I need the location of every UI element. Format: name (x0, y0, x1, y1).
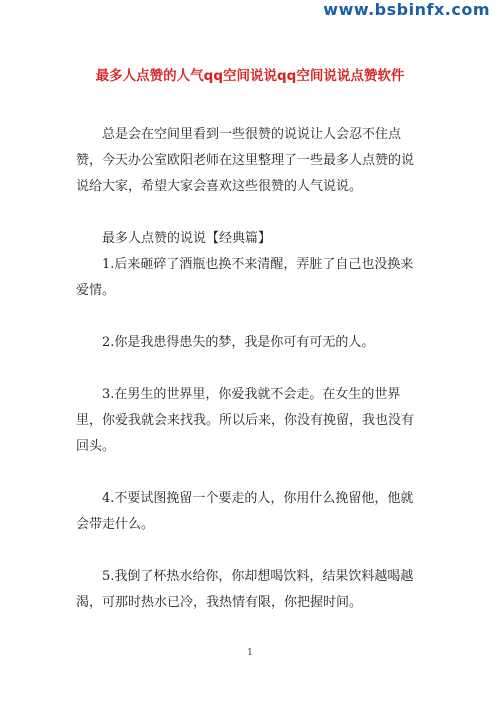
list-item: 4.不要试图挽留一个要走的人，你用什么挽留他，他就会带走什么。 (76, 491, 414, 532)
document-body (76, 122, 426, 642)
list-item: 5.我倒了杯热水给你，你却想喝饮料，结果饮料越喝越渴，可那时热水已冷，我热情有限，你把握时间。 (76, 569, 414, 610)
list-item: 3.在男生的世界里，你爱我就不会走。在女生的世界里，你爱我就会来找我。所以后来，你没有挽留，我也没有回头。 (76, 387, 415, 454)
list-item: 1.后来砸碎了酒瓶也换不来清醒，弄脏了自己也没换来爱情。 (76, 257, 414, 298)
section-heading: 最多人点赞的说说【经典篇】 (102, 231, 272, 246)
page-number: 1 (247, 648, 253, 658)
list-item: 2.你是我患得患失的梦，我是你可有可无的人。 (102, 335, 375, 350)
intro-paragraph: 总是会在空间里看到一些很赞的说说让人会忍不住点赞，今天办公室欧阳老师在这里整理了一些最多人点赞的说说给大家，希望大家会喜欢这些很赞的人气说说。 (76, 127, 415, 194)
document-title: 最多人点赞的人气qq空间说说qq空间说说点赞软件 (95, 68, 405, 84)
site-watermark: www.bsbinfx.com (323, 0, 490, 19)
